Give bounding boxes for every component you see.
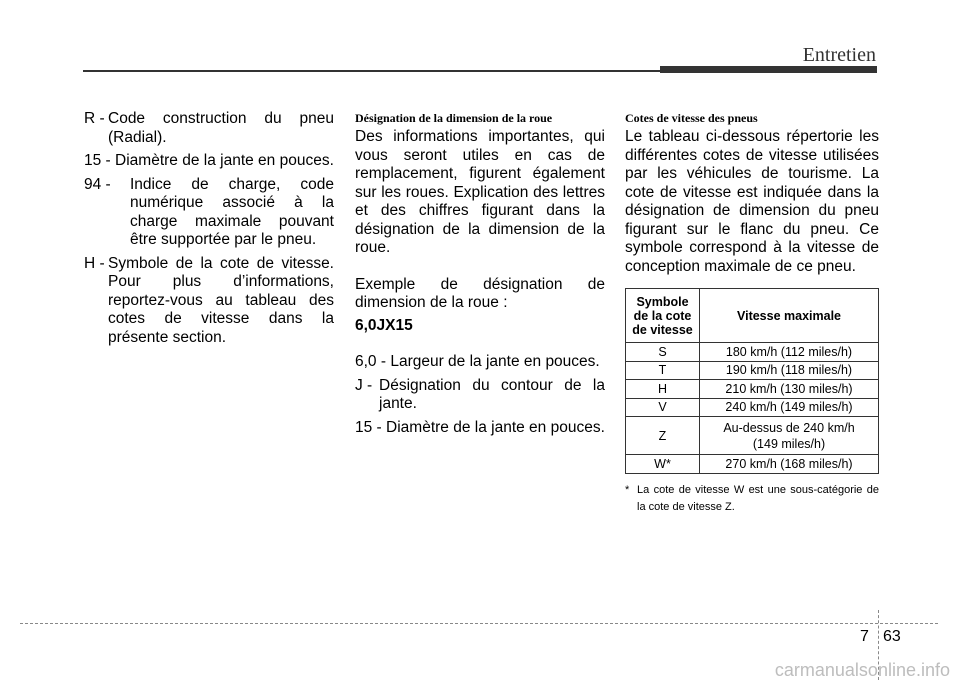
cell-speed: Au-dessus de 240 km/h (149 miles/h): [700, 417, 879, 455]
cell-symbol: Z: [626, 417, 700, 455]
header-speed: Vitesse maximale: [700, 289, 879, 343]
cell-speed: 240 km/h (149 miles/h): [700, 398, 879, 417]
list-item: [355, 377, 605, 414]
list-item: [84, 176, 334, 250]
list-item: [355, 353, 605, 372]
item-text: Largeur de la jante en pouces.: [390, 353, 600, 370]
list-item: [84, 255, 334, 348]
header-rule: [83, 70, 660, 72]
column-speed-ratings: [625, 110, 879, 516]
example-label: Exemple de désignation de dimension de la roue :: [355, 275, 605, 311]
cell-speed: 210 km/h (130 miles/h): [700, 380, 879, 399]
item-text: Code construction du pneu (Radial).: [108, 110, 334, 146]
table-row: [626, 380, 879, 399]
cell-speed: 190 km/h (118 miles/h): [700, 361, 879, 380]
section-heading: Cotes de vitesse des pneus: [625, 111, 758, 125]
cell-symbol: S: [626, 343, 700, 362]
watermark: carmanualsonline.info: [774, 660, 950, 680]
paragraph: Le tableau ci-dessous répertorie les différentes cotes de vitesse utilisées par les véhicules de tourisme. La cote de vitesse est indiquée dans la désignation de dimension du pneu figurant sur le flanc du pneu. Ce symbole correspond à la vitesse de conception maximale de ce pneu.: [625, 128, 879, 275]
footnote: [625, 482, 879, 516]
chapter-number: 7: [860, 628, 869, 645]
cell-symbol: W*: [626, 455, 700, 474]
page-number: 63: [883, 628, 901, 645]
item-key: R -: [84, 110, 105, 127]
item-text: Indice de charge, code numérique associé à la charge maximale pouvant être supportée par le pneu.: [130, 175, 334, 248]
table-row: [626, 398, 879, 417]
column-tire-code: [84, 110, 334, 352]
table-row: [626, 455, 879, 474]
item-key: 6,0 -: [355, 353, 387, 370]
cell-speed: 270 km/h (168 miles/h): [700, 455, 879, 474]
header-rule-accent: [660, 66, 877, 73]
footnote-text: La cote de vitesse W est une sous-catégorie de la cote de vitesse Z.: [637, 483, 879, 513]
speed-rating-table: [625, 288, 879, 474]
item-text: Désignation du contour de la jante.: [379, 376, 605, 412]
item-key: J -: [355, 376, 373, 394]
table-row: [626, 343, 879, 362]
paragraph: Des informations importantes, qui vous seront utiles en cas de remplacement, figurent également sur les roues. Explication des lettres et des chiffres figurant dans la désignation de la dimension de la roue.: [355, 128, 605, 256]
column-wheel-size: [355, 110, 605, 442]
cell-speed: 180 km/h (112 miles/h): [700, 343, 879, 362]
item-text: Diamètre de la jante en pouces.: [386, 418, 605, 436]
cell-symbol: T: [626, 361, 700, 380]
list-item: [84, 152, 334, 171]
cell-symbol: V: [626, 398, 700, 417]
table-row: [626, 361, 879, 380]
header-symbol: Symbole de la cote de vitesse: [626, 289, 700, 343]
list-item: [84, 110, 334, 147]
list-item: [355, 419, 605, 438]
item-key: 15 -: [84, 152, 111, 169]
table-row: [626, 417, 879, 455]
footer-rule: [20, 623, 938, 624]
example-code: 6,0JX15: [355, 316, 413, 334]
item-text: Symbole de la cote de vitesse. Pour plus d’informations, reportez-vous au tableau des cotes de vitesse dans la présente section.: [108, 254, 334, 346]
item-text: Diamètre de la jante en pouces.: [115, 152, 334, 169]
item-key: 94 -: [84, 175, 111, 193]
table-header-row: [626, 289, 879, 343]
footnote-mark: *: [625, 483, 630, 496]
item-key: H -: [84, 254, 105, 272]
header-title: Entretien: [802, 44, 876, 66]
item-key: 15 -: [355, 418, 382, 436]
section-heading: Désignation de la dimension de la roue: [355, 111, 553, 125]
cell-symbol: H: [626, 380, 700, 399]
